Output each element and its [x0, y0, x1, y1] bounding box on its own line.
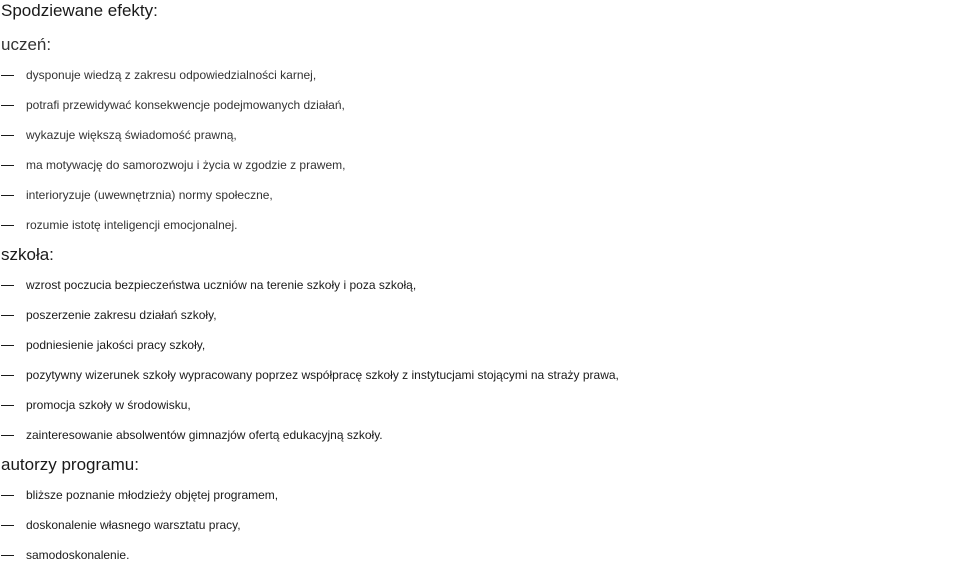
section-label-authors: autorzy programu: [1, 455, 139, 474]
list-item [0, 60, 959, 90]
list-item [0, 120, 959, 150]
list-item [0, 510, 959, 540]
list-item [0, 390, 959, 420]
page-title: Spodziewane efekty: [1, 1, 158, 20]
dash-bullet-icon [1, 285, 14, 286]
list-item [0, 360, 959, 390]
list-item-text: poszerzenie zakresu działań szkoły, [26, 308, 217, 322]
list-item-text: samodoskonalenie. [26, 548, 130, 562]
section-school [0, 240, 959, 450]
list-item [0, 210, 959, 240]
dash-bullet-icon [1, 495, 14, 496]
list-item-text: doskonalenie własnego warsztatu pracy, [26, 518, 241, 532]
school-effects-list [0, 270, 959, 450]
list-item-text: bliższe poznanie młodzieży objętej programem, [26, 488, 279, 502]
list-item [0, 300, 959, 330]
dash-bullet-icon [1, 315, 14, 316]
list-item [0, 330, 959, 360]
list-item [0, 150, 959, 180]
list-item-text: wykazuje większą świadomość prawną, [26, 128, 237, 142]
dash-bullet-icon [1, 105, 14, 106]
dash-bullet-icon [1, 165, 14, 166]
section-student [0, 30, 959, 240]
list-item [0, 180, 959, 210]
list-item-text: potrafi przewidywać konsekwencje podejmowanych działań, [26, 98, 345, 112]
section-label-student: uczeń: [1, 35, 52, 54]
dash-bullet-icon [1, 435, 14, 436]
list-item [0, 480, 959, 510]
dash-bullet-icon [1, 225, 14, 226]
list-item-text: podniesienie jakości pracy szkoły, [26, 338, 206, 352]
dash-bullet-icon [1, 405, 14, 406]
list-item-text: wzrost poczucia bezpieczeństwa uczniów na terenie szkoły i poza szkołą, [26, 278, 417, 292]
list-item-text: rozumie istotę inteligencji emocjonalnej. [26, 218, 238, 232]
student-effects-list [0, 60, 959, 240]
list-item-text: interioryzuje (uwewnętrznia) normy społeczne, [26, 188, 273, 202]
dash-bullet-icon [1, 375, 14, 376]
list-item-text: pozytywny wizerunek szkoły wypracowany poprzez współpracę szkoły z instytucjami stojącymi na straży prawa, [26, 368, 619, 382]
list-item [0, 420, 959, 450]
authors-effects-list [0, 480, 959, 570]
dash-bullet-icon [1, 75, 14, 76]
dash-bullet-icon [1, 135, 14, 136]
dash-bullet-icon [1, 345, 14, 346]
section-authors [0, 450, 959, 570]
section-label-school: szkoła: [1, 245, 54, 264]
list-item [0, 90, 959, 120]
list-item-text: ma motywację do samorozwoju i życia w zgodzie z prawem, [26, 158, 346, 172]
list-item [0, 270, 959, 300]
list-item-text: dysponuje wiedzą z zakresu odpowiedzialności karnej, [26, 68, 317, 82]
dash-bullet-icon [1, 555, 14, 556]
dash-bullet-icon [1, 195, 14, 196]
list-item-text: zainteresowanie absolwentów gimnazjów ofertą edukacyjną szkoły. [26, 428, 383, 442]
list-item-text: promocja szkoły w środowisku, [26, 398, 191, 412]
dash-bullet-icon [1, 525, 14, 526]
